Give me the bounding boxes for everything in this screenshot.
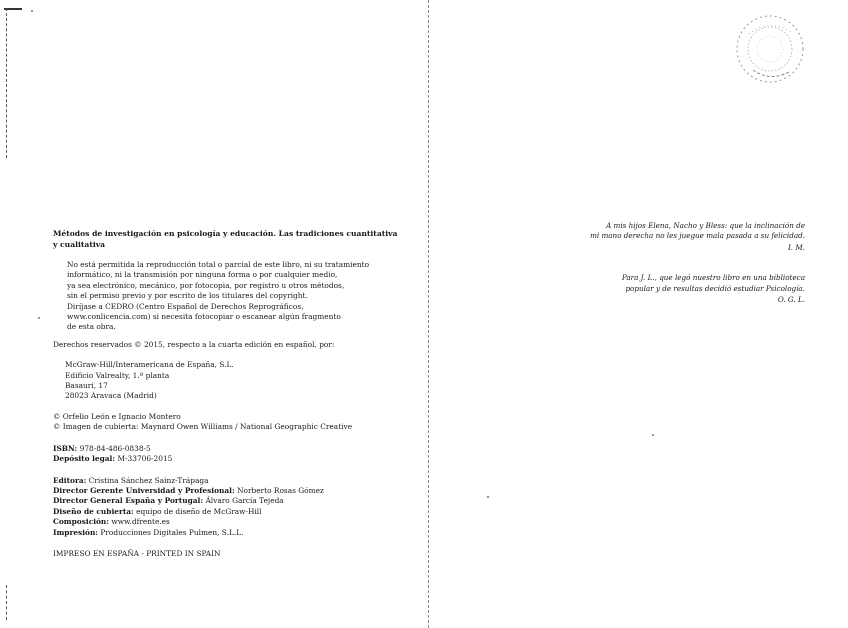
- dedication-line: A mis hijos Elena, Nacho y Bless: que la inclinación de: [606, 221, 805, 230]
- library-stamp-icon: [733, 12, 807, 86]
- rights-line: sin el permiso previo y por escrito de los titulares del copyright.: [67, 291, 308, 301]
- dedication-1: [560, 221, 805, 242]
- staff-line: [53, 507, 398, 517]
- page-edge-left: [6, 8, 9, 158]
- staff-label: Director Gerente Universidad y Profesional:: [53, 485, 235, 495]
- page-edge-left-bottom: [6, 585, 9, 620]
- staff-label: Director General España y Portugal:: [53, 496, 204, 506]
- rights-line: ya sea electrónico, mecánico, por fotocopia, por registro u otros métodos,: [67, 280, 345, 290]
- rights-notice: [67, 260, 398, 333]
- staff-value: Norberto Rosas Gómez: [237, 485, 324, 495]
- rights-line: www.conlicencia.com) si necesita fotocopiar o escanear algún fragmento: [67, 312, 341, 322]
- address-line: 28023 Aravaca (Madrid): [65, 391, 157, 401]
- credit-line: © Orfelio León e Ignacio Montero: [53, 411, 181, 421]
- staff-value: www.dfrente.es: [111, 517, 170, 527]
- staff-label: Editora:: [53, 475, 87, 485]
- publisher-address: [65, 360, 398, 402]
- address-line: Basauri, 17: [65, 381, 108, 391]
- staff-value: equipo de diseño de McGraw-Hill: [136, 506, 262, 516]
- staff-value: Producciones Digitales Pulmen, S.L.L.: [100, 527, 244, 537]
- staff-label: Composición:: [53, 517, 110, 527]
- scan-speck: [31, 10, 33, 12]
- staff-line: [53, 517, 398, 527]
- credits: [53, 412, 398, 433]
- staff-line: [53, 486, 398, 496]
- staff-line: [53, 528, 398, 538]
- rights-line: informático, ni la transmisión por ninguna forma o por cualquier medio,: [67, 270, 338, 280]
- deposit-label: Depósito legal:: [53, 454, 116, 464]
- deposit-line: [53, 454, 398, 464]
- staff-value: Álvaro García Tejeda: [205, 496, 284, 506]
- staff-label: Diseño de cubierta:: [53, 506, 134, 516]
- legal-ids: [53, 444, 398, 465]
- dedication-line: mi mano derecha no les juegue mala pasada a su felicidad.: [590, 231, 805, 241]
- scan-speck: [38, 317, 40, 319]
- staff-credits: [53, 476, 398, 538]
- reserved-rights: Derechos reservados © 2015, respecto a la cuarta edición en español, por:: [53, 339, 335, 349]
- staff-label: Impresión:: [53, 527, 99, 537]
- staff-line: [53, 496, 398, 506]
- staff-value: Cristina Sánchez Sainz-Trápaga: [88, 475, 209, 485]
- isbn-value: 978-84-486-0838-5: [79, 443, 151, 453]
- book-title: Métodos de investigación en psicología y educación. Las tradiciones cuantitativa y cualitativa: [53, 229, 398, 249]
- dedication-2-initials: O. G. L.: [777, 295, 805, 305]
- dedication-line: popular y de resultas decidió estudiar Psicología.: [625, 283, 805, 293]
- book-gutter: [428, 0, 430, 628]
- dedication-page: [560, 221, 805, 325]
- staff-line: [53, 476, 398, 486]
- address-line: Edificio Valrealty, 1.ª planta: [65, 370, 170, 380]
- dedication-1-initials: I. M.: [787, 242, 805, 252]
- isbn-label: ISBN:: [53, 443, 78, 453]
- isbn-line: [53, 444, 398, 454]
- credit-line: © Imagen de cubierta: Maynard Owen Williams / National Geographic Creative: [53, 422, 353, 432]
- rights-line: No está permitida la reproducción total o parcial de este libro, ni su tratamiento: [67, 260, 370, 269]
- imprint-line: IMPRESO EN ESPAÑA - PRINTED IN SPAIN: [53, 548, 221, 558]
- scan-speck: [652, 434, 654, 436]
- dedication-2: [560, 273, 805, 294]
- dedication-line: Para J. L., que legó nuestro libro en una biblioteca: [621, 273, 805, 283]
- address-line: McGraw-Hill/Interamericana de España, S.L.: [65, 360, 234, 370]
- deposit-value: M-33706-2015: [117, 454, 173, 464]
- scan-speck: [487, 496, 489, 498]
- rights-line: de esta obra.: [67, 322, 116, 332]
- rights-line: Diríjase a CEDRO (Centro Español de Derechos Reprográficos,: [67, 301, 304, 311]
- copyright-page: [53, 229, 398, 559]
